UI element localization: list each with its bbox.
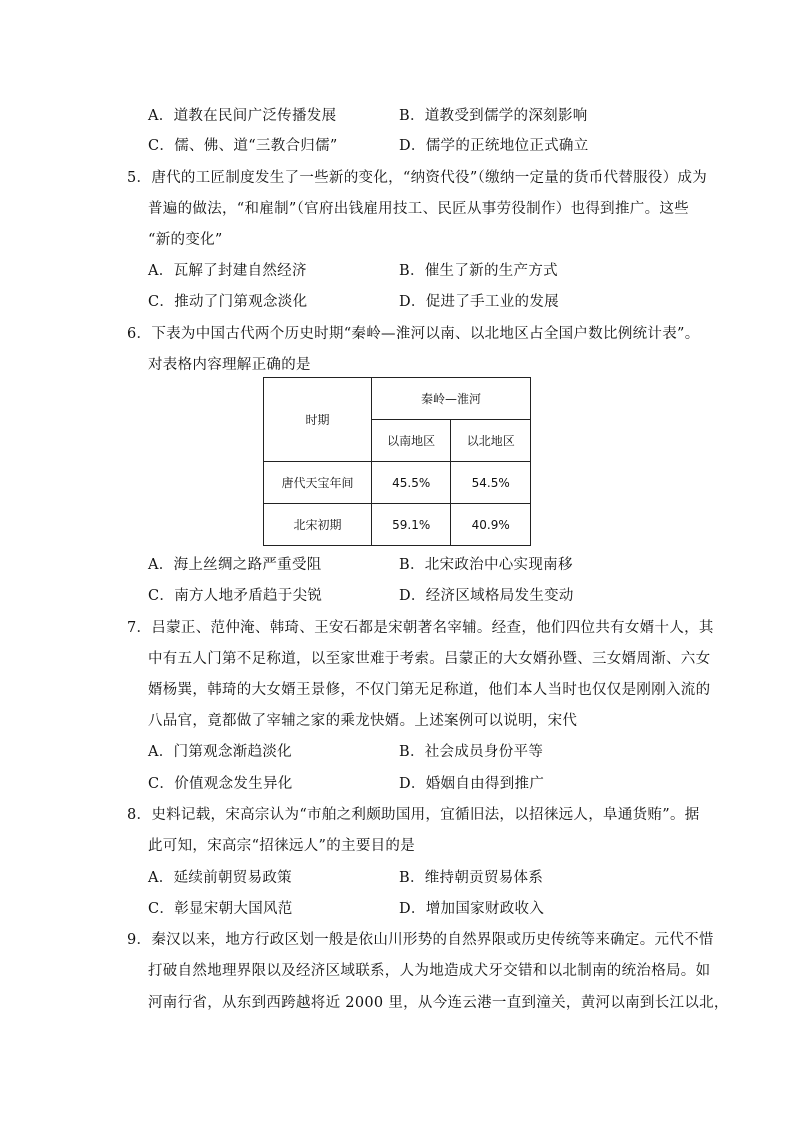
q7-stem-line-3: 婿杨巽，韩琦的大女婿王景修，不仅门第无足称道，他们本人当时也仅仅是刚刚入流的 — [148, 682, 711, 698]
q6-option-d: D．经济区域格局发生变动 — [399, 588, 574, 604]
q5-option-d: D．促进了手工业的发展 — [399, 294, 559, 310]
q7-stem-line-4: 八品官，竟都做了宰辅之家的乘龙快婿。上述案例可以说明，宋代 — [148, 713, 578, 729]
q7-stem-line-1: 7．吕蒙正、范仲淹、韩琦、王安石都是宋朝著名宰辅。经查，他们四位共有女婿十人，其 — [127, 620, 714, 636]
q5-option-a: A．瓦解了封建自然经济 — [148, 263, 307, 279]
q7-option-d: D．婚姻自由得到推广 — [399, 776, 545, 792]
table-header-period: 时期 — [264, 378, 372, 462]
q9-stem-line-2: 打破自然地理界限以及经济区域联系，人为地造成犬牙交错和以北制南的统治格局。如 — [148, 963, 711, 979]
q8-stem-line-2: 此可知，宋高宗“招徕远人”的主要目的是 — [148, 838, 416, 854]
table-header-north: 以北地区 — [451, 420, 531, 462]
q5-option-c: C．推动了门第观念淡化 — [148, 294, 308, 310]
q8-option-b: B．维持朝贡贸易体系 — [399, 870, 544, 886]
q7-option-c: C．价值观念发生异化 — [148, 776, 293, 792]
q8-option-d: D．增加国家财政收入 — [399, 901, 545, 917]
table-cell-period: 唐代天宝年间 — [264, 462, 372, 504]
q5-stem-line-1: 5．唐代的工匠制度发生了一些新的变化，“纳资代役”（缴纳一定量的货币代替服役）成为 — [127, 170, 708, 186]
q6-option-a: A．海上丝绸之路严重受阻 — [148, 557, 322, 573]
table-row — [264, 504, 531, 546]
q9-stem-line-3: 河南行省，从东到西跨越将近 2000 里，从今连云港一直到潼关，黄河以南到长江以北， — [148, 995, 729, 1011]
q5-stem-line-2: 普遍的做法，“和雇制”（官府出钱雇用技工、民匠从事劳役制作）也得到推广。这些 — [148, 201, 689, 217]
household-ratio-table — [263, 377, 531, 546]
table-cell-period: 北宋初期 — [264, 504, 372, 546]
table-cell-south: 59.1% — [371, 504, 451, 546]
q7-option-a: A．门第观念渐趋淡化 — [148, 744, 292, 760]
q4-option-d: D．儒学的正统地位正式确立 — [399, 138, 589, 154]
q5-stem-line-3: “新的变化” — [148, 232, 223, 248]
q4-option-a: A．道教在民间广泛传播发展 — [148, 108, 337, 124]
q7-option-b: B．社会成员身份平等 — [399, 744, 544, 760]
table-cell-north: 54.5% — [451, 462, 531, 504]
q4-option-c: C．儒、佛、道“三教合归儒” — [148, 138, 338, 154]
q7-stem-line-2: 中有五人门第不足称道，以至家世难于考索。吕蒙正的大女婿孙暨、三女婿周渐、六女 — [148, 651, 711, 667]
q8-option-c: C．彰显宋朝大国风范 — [148, 901, 293, 917]
table-cell-north: 40.9% — [451, 504, 531, 546]
table-header-qinling-huaihe: 秦岭—淮河 — [371, 378, 530, 420]
q5-option-b: B．催生了新的生产方式 — [399, 263, 558, 279]
q8-stem-line-1: 8．史料记载，宋高宗认为“市舶之利颇助国用，宜循旧法，以招徕远人，阜通货贿”。据 — [127, 807, 700, 823]
table-cell-south: 45.5% — [371, 462, 451, 504]
q9-stem-line-1: 9．秦汉以来，地方行政区划一般是依山川形势的自然界限或历史传统等来确定。元代不惜 — [127, 932, 714, 948]
q6-option-b: B．北宋政治中心实现南移 — [399, 557, 573, 573]
q8-option-a: A．延续前朝贸易政策 — [148, 870, 292, 886]
table-row — [264, 462, 531, 504]
q6-option-c: C．南方人地矛盾趋于尖锐 — [148, 588, 323, 604]
q6-stem-line-2: 对表格内容理解正确的是 — [148, 357, 311, 373]
q6-stem-line-1: 6．下表为中国古代两个历史时期“秦岭—淮河以南、以北地区占全国户数比例统计表”。 — [127, 326, 700, 342]
table-header-south: 以南地区 — [371, 420, 451, 462]
q4-option-b: B．道教受到儒学的深刻影响 — [399, 108, 588, 124]
